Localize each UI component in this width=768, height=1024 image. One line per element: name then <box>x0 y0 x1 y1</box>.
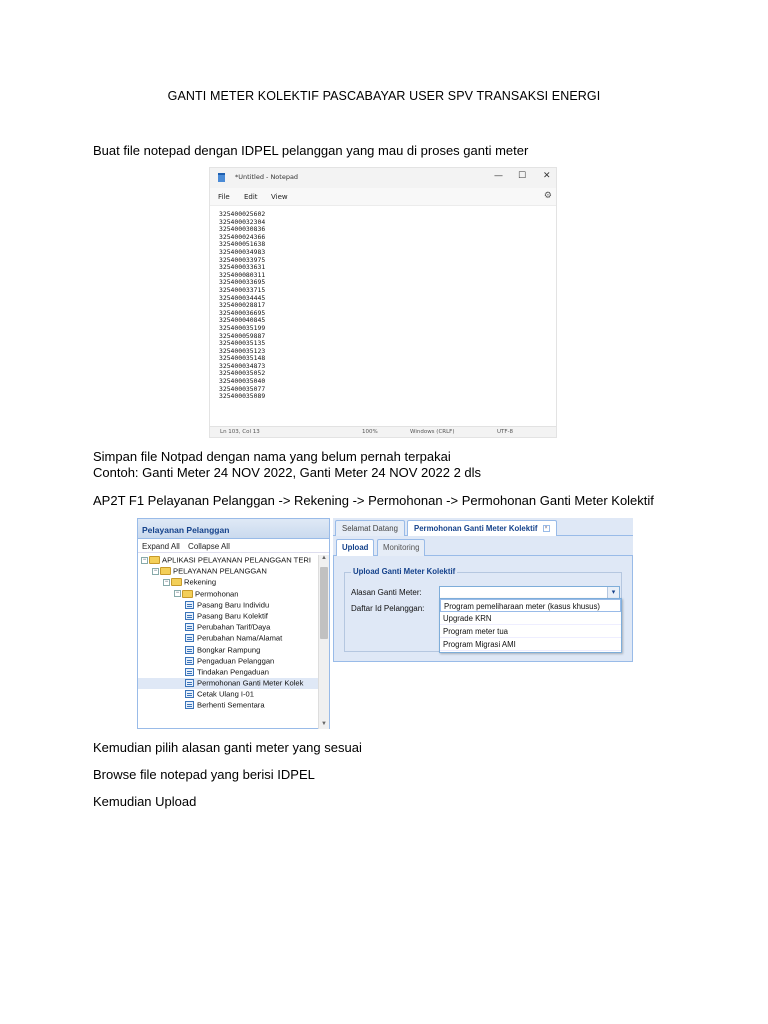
tree-item-label: Cetak Ulang I-01 <box>197 689 254 699</box>
instruction-paragraph: Kemudian Upload <box>93 794 197 809</box>
tree-item[interactable] <box>138 656 318 667</box>
tree-item-label: Berhenti Sementara <box>197 700 265 710</box>
form-icon <box>185 601 194 609</box>
tree-item[interactable] <box>138 600 318 611</box>
notepad-line: 325400034445 <box>219 293 266 302</box>
status-line-ending: Windows (CRLF) <box>410 429 455 435</box>
form-icon <box>185 623 194 631</box>
tree-folder[interactable] <box>138 566 318 577</box>
notepad-line: 325400035123 <box>219 346 266 355</box>
collapse-toggle-icon[interactable]: − <box>175 590 180 597</box>
form-icon <box>185 679 194 687</box>
scroll-up-icon[interactable]: ▲ <box>321 555 327 561</box>
notepad-line: 325400051638 <box>219 240 266 249</box>
tree-item-label: Perubahan Tarif/Daya <box>197 622 271 632</box>
tree-item-label: Tindakan Pengaduan <box>197 667 269 677</box>
tree-folder[interactable] <box>138 589 318 600</box>
instruction-paragraph: Contoh: Ganti Meter 24 NOV 2022, Ganti Meter 24 NOV 2022 2 dls <box>93 465 482 480</box>
sidebar-toolbar <box>138 539 329 553</box>
notepad-line: 325400080311 <box>219 270 266 279</box>
notepad-line: 325400035077 <box>219 384 266 393</box>
tree-item-label: APLIKASI PELAYANAN PELANGGAN TERI <box>162 555 311 565</box>
instruction-paragraph: AP2T F1 Pelayanan Pelanggan -> Rekening -> Permohonan -> Permohonan Ganti Meter Kolektif <box>93 493 654 508</box>
folder-icon <box>182 590 193 598</box>
notepad-line: 325400035148 <box>219 354 266 363</box>
tree-item[interactable] <box>138 611 318 622</box>
tree-item[interactable] <box>138 700 318 711</box>
menu-edit[interactable]: Edit <box>244 193 258 201</box>
dropdown-option[interactable]: Upgrade KRN <box>440 612 621 625</box>
scroll-down-icon[interactable]: ▼ <box>321 721 327 727</box>
tab-bar <box>333 518 633 536</box>
tab-upload[interactable] <box>336 539 374 556</box>
tab-label: Monitoring <box>383 543 420 552</box>
notepad-line: 325400040845 <box>219 316 266 325</box>
collapse-toggle-icon[interactable]: − <box>164 578 169 585</box>
tree-item-label: Bongkar Rampung <box>197 645 261 654</box>
tree-item-label: Pasang Baru Individu <box>197 600 270 610</box>
tree-item-label: PELAYANAN PELANGGAN <box>173 566 267 576</box>
tab-selamat-datang[interactable] <box>335 520 405 536</box>
notepad-line: 325400059887 <box>219 331 266 340</box>
close-icon[interactable]: × <box>543 525 550 532</box>
notepad-line: 325400033631 <box>219 263 266 272</box>
tab-label: Upload <box>342 543 369 552</box>
form-icon <box>185 701 194 709</box>
tree-item-label: Rekening <box>184 577 217 587</box>
form-icon <box>185 646 194 654</box>
notepad-statusbar <box>210 426 556 437</box>
tree-item[interactable] <box>138 633 318 644</box>
daftar-id-label: Daftar Id Pelanggan: <box>351 604 425 613</box>
notepad-screenshot <box>209 167 557 438</box>
status-zoom: 100% <box>362 429 378 435</box>
notepad-line: 325400034873 <box>219 361 266 370</box>
main-panel <box>333 518 633 729</box>
subtab-bar <box>333 536 633 556</box>
status-position: Ln 103, Col 13 <box>220 429 260 435</box>
notepad-titlebar <box>210 168 556 188</box>
dropdown-option[interactable]: Program pemeliharaan meter (kasus khusus) <box>440 599 621 612</box>
scroll-thumb[interactable] <box>320 567 328 639</box>
tab-monitoring[interactable] <box>377 539 425 556</box>
minimize-icon[interactable]: — <box>494 171 503 181</box>
form-icon <box>185 657 194 665</box>
notepad-line: 325400028817 <box>219 301 266 310</box>
tab-label: Selamat Datang <box>342 524 398 533</box>
notepad-line: 325400032304 <box>219 217 266 226</box>
instruction-paragraph: Simpan file Notpad dengan nama yang belum pernah terpakai <box>93 449 451 464</box>
notepad-line: 325400035040 <box>219 377 266 386</box>
maximize-icon[interactable]: ☐ <box>518 171 527 181</box>
dropdown-option[interactable]: Program Migrasi AMI <box>440 638 621 651</box>
notepad-line: 325400030836 <box>219 225 266 234</box>
alasan-dropdown-list <box>439 598 622 653</box>
fieldset-legend: Upload Ganti Meter Kolektif <box>353 567 456 576</box>
notepad-window-title: *Untitled - Notepad <box>235 173 299 181</box>
tree-item[interactable] <box>138 667 318 678</box>
folder-icon <box>160 567 171 575</box>
main-empty-area <box>333 662 633 729</box>
dropdown-option[interactable]: Program meter tua <box>440 625 621 638</box>
collapse-all-button[interactable]: Collapse All <box>188 542 230 551</box>
tree-item[interactable] <box>138 622 318 633</box>
tree-item-label: Pengaduan Pelanggan <box>197 656 275 666</box>
notepad-line: 325400035089 <box>219 392 266 401</box>
notepad-menubar <box>210 188 556 206</box>
tree-folder[interactable] <box>138 555 318 566</box>
tab-label: Permohonan Ganti Meter Kolektif <box>414 524 538 533</box>
notepad-line: 325400035199 <box>219 323 266 332</box>
collapse-toggle-icon[interactable]: − <box>142 556 147 563</box>
collapse-toggle-icon[interactable]: − <box>153 567 158 574</box>
alasan-label: Alasan Ganti Meter: <box>351 588 422 597</box>
tree-item-label: Perubahan Nama/Alamat <box>197 633 283 643</box>
tree-folder[interactable] <box>138 577 318 588</box>
instruction-paragraph: Kemudian pilih alasan ganti meter yang sesuai <box>93 740 362 755</box>
notepad-line: 325400025602 <box>219 210 266 218</box>
notepad-line: 325400034983 <box>219 247 266 256</box>
notepad-line: 325400035135 <box>219 339 266 348</box>
tree-item-label: Permohonan Ganti Meter Kolek <box>197 678 304 688</box>
form-icon <box>185 668 194 676</box>
expand-all-button[interactable]: Expand All <box>142 542 180 551</box>
notepad-line: 325400036695 <box>219 308 266 317</box>
tree-item-label: Permohonan <box>195 589 239 599</box>
notepad-text-area[interactable] <box>219 211 552 425</box>
form-icon <box>185 612 194 620</box>
folder-icon <box>171 578 182 586</box>
tree-item[interactable] <box>138 645 318 656</box>
instruction-paragraph: Buat file notepad dengan IDPEL pelanggan yang mau di proses ganti meter <box>93 143 529 158</box>
notepad-line: 325400024366 <box>219 232 266 241</box>
sidebar-title: Pelayanan Pelanggan <box>138 519 329 539</box>
notepad-line: 325400033975 <box>219 255 266 264</box>
notepad-line: 325400035052 <box>219 369 266 378</box>
tree-item-label: Pasang Baru Kolektif <box>197 611 268 621</box>
instruction-paragraph: Browse file notepad yang berisi IDPEL <box>93 767 315 782</box>
notepad-line: 325400033715 <box>219 285 266 294</box>
sidebar-scrollbar[interactable] <box>318 555 329 729</box>
status-encoding: UTF-8 <box>497 429 514 435</box>
navigation-tree <box>138 555 318 729</box>
document-title: GANTI METER KOLEKTIF PASCABAYAR USER SPV TRANSAKSI ENERGI <box>167 89 601 103</box>
menu-file[interactable]: File <box>218 193 230 201</box>
notepad-icon <box>218 173 225 182</box>
notepad-line: 325400033695 <box>219 278 266 287</box>
menu-view[interactable]: View <box>271 193 288 201</box>
tree-item[interactable] <box>138 678 318 689</box>
form-icon <box>185 690 194 698</box>
close-icon[interactable]: ✕ <box>543 171 551 181</box>
tree-item[interactable] <box>138 689 318 700</box>
sidebar-panel <box>137 518 330 729</box>
folder-icon <box>149 556 160 564</box>
gear-icon[interactable]: ⚙ <box>543 191 552 201</box>
form-icon <box>185 634 194 642</box>
chevron-down-icon[interactable]: ▾ <box>607 587 619 598</box>
tab-permohonan-ganti-meter[interactable] <box>407 520 557 536</box>
app-screenshot <box>137 518 633 729</box>
